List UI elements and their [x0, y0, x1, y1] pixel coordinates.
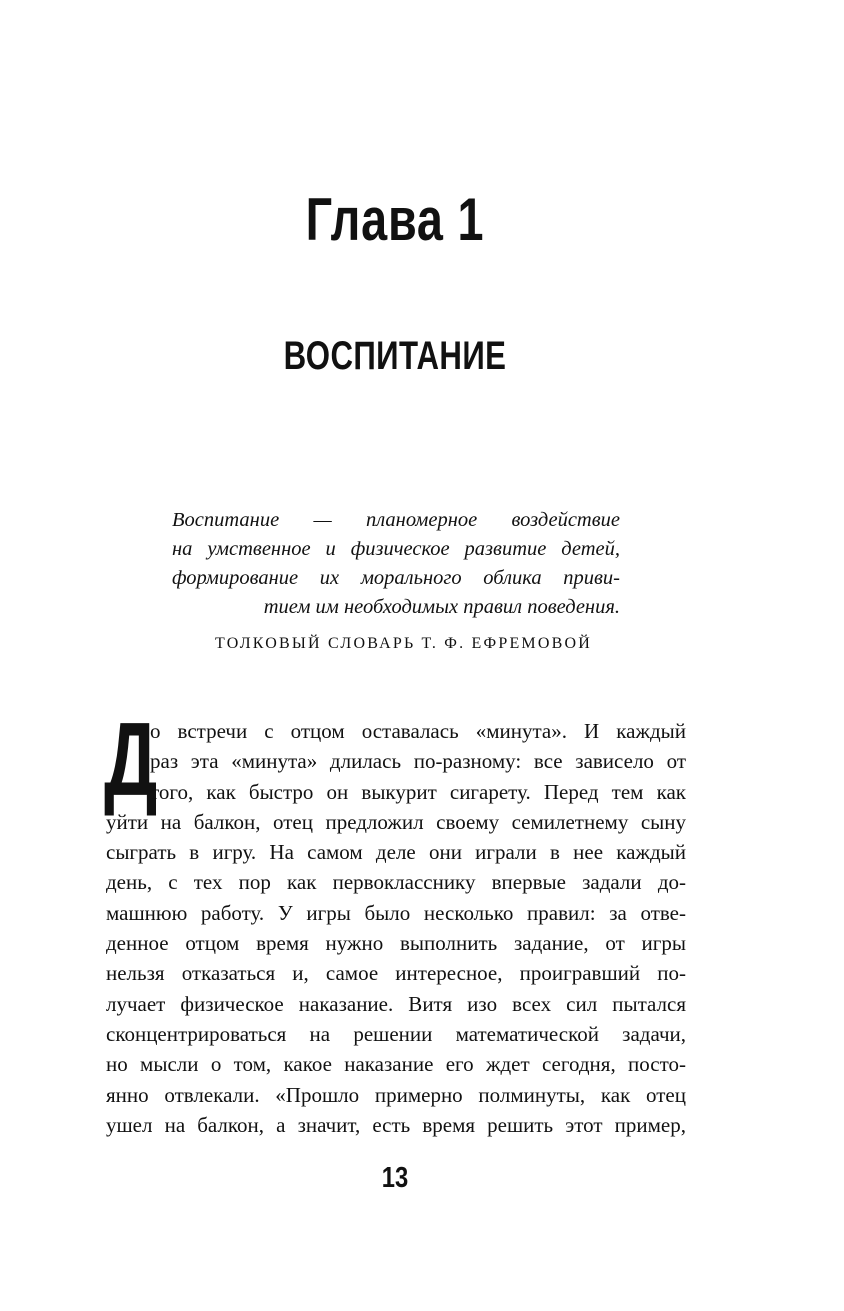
epigraph-line: формирование их морального облика приви- [172, 567, 620, 589]
body-line: машнюю работу. У игры было несколько правил: за отве- [106, 900, 686, 925]
drop-cap: Д [104, 702, 158, 818]
chapter-title: ВОСПИТАНИЕ [283, 334, 507, 378]
epigraph-line: тием им необходимых правил поведения. [263, 596, 620, 618]
body-line: сконцентрироваться на решении математической задачи, [106, 1021, 686, 1046]
body-line: сыграть в игру. На самом деле они играли в нее каждый [106, 840, 686, 865]
body-line: денное отцом время нужно выполнить задание, от игры [106, 931, 686, 956]
body-line: день, с тех пор как первокласснику впервые задали до- [106, 870, 686, 895]
body-line: о встречи с отцом оставалась «минута». И каждый [150, 719, 686, 743]
body-line: раз эта «минута» длилась по-разному: все зависело от [150, 749, 686, 774]
body-text [104, 702, 686, 1140]
body-line: но мысли о том, какое наказание его ждет сегодня, посто- [106, 1052, 686, 1077]
epigraph-source: ТОЛКОВЫЙ СЛОВАРЬ Т. Ф. ЕФРЕМОВОЙ [214, 635, 592, 652]
epigraph-line: на умственное и физическое развитие детей, [172, 538, 620, 560]
body-line: уйти на балкон, отец предложил своему семилетнему сыну [106, 809, 686, 834]
page-number: 13 [381, 1162, 409, 1194]
body-line: ушел на балкон, а значит, есть время решить этот пример, [106, 1112, 686, 1137]
body-line: того, как быстро он выкурит сигарету. Перед тем как [150, 779, 686, 804]
body-line: нельзя отказаться и, самое интересное, проигравший по- [106, 961, 686, 986]
epigraph [172, 506, 620, 622]
epigraph-line: Воспитание — планомерное воздействие [172, 509, 620, 531]
chapter-number: Глава 1 [305, 186, 485, 253]
body-line: янно отвлекали. «Прошло примерно полминуты, как отец [106, 1082, 686, 1107]
body-line: лучает физическое наказание. Витя изо всех сил пытался [106, 991, 686, 1016]
